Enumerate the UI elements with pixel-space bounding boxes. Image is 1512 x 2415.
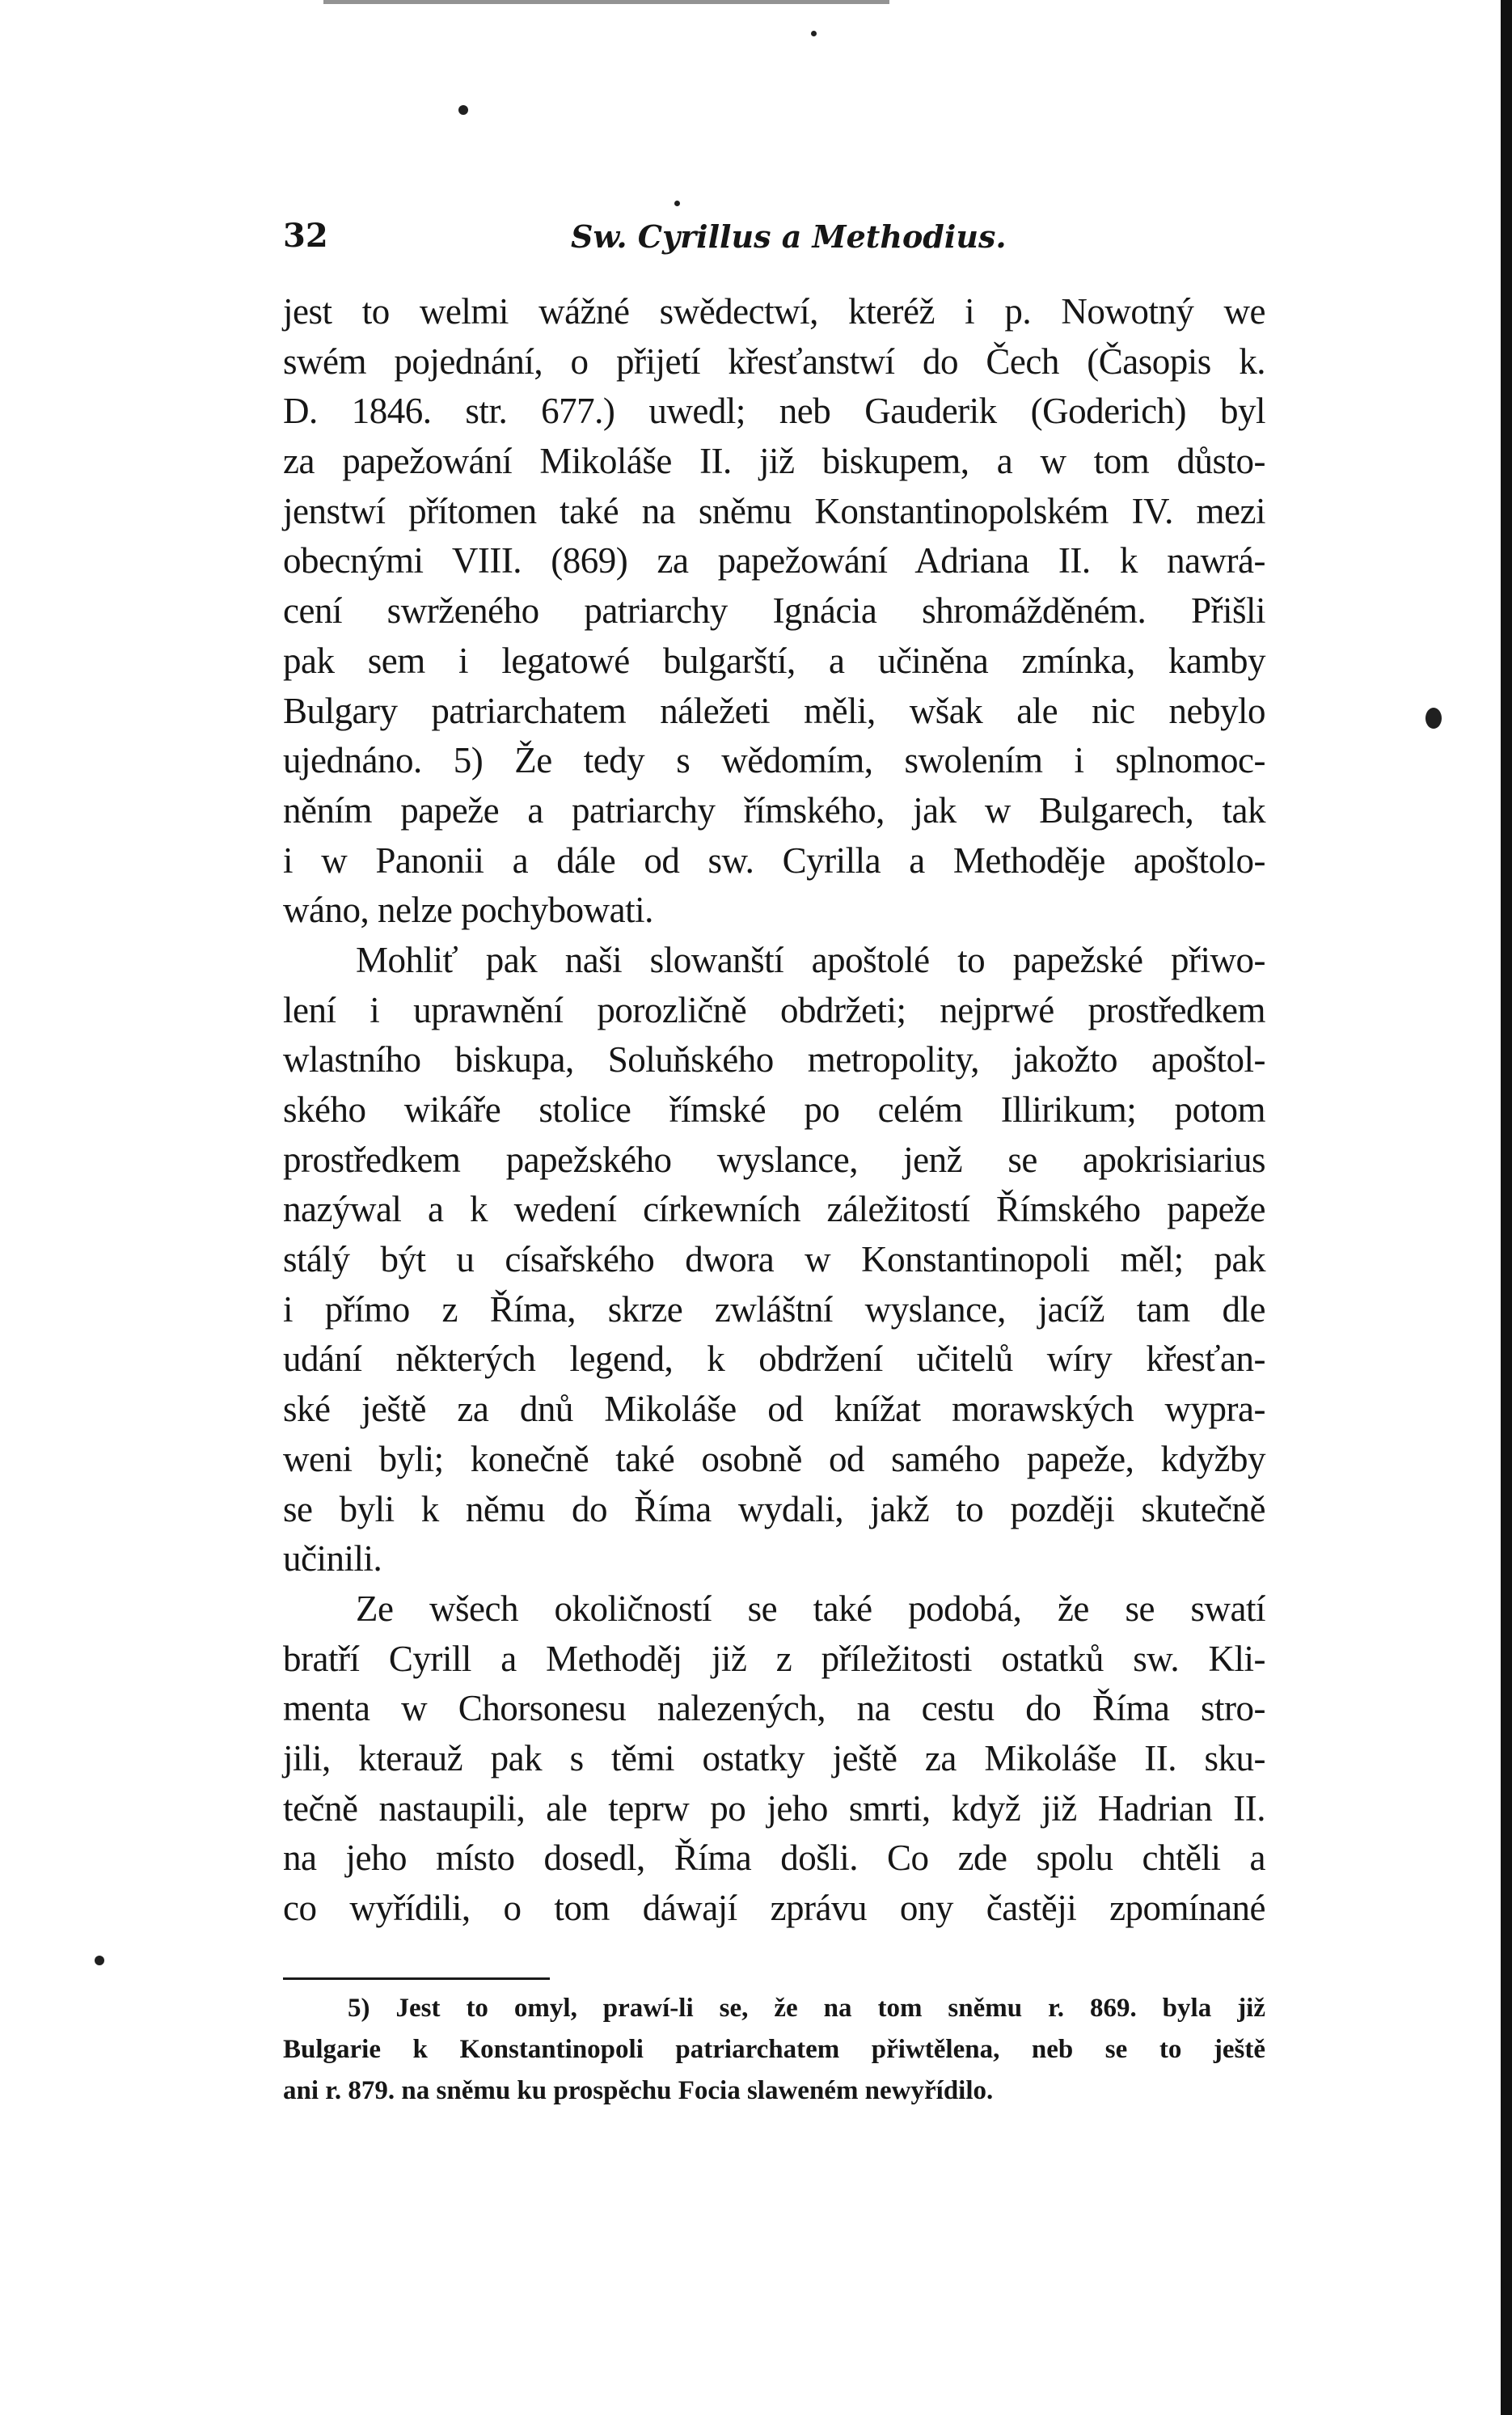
footnote-line: ani r. 879. na sněmu ku prospěchu Focia slaweném newyřídilo. [283, 2076, 994, 2105]
text-line: weni byli; konečně také osobně od samého papeže, kdyžby [283, 1438, 1265, 1479]
text-line: jest to welmi wážné swědectwí, kteréž i p. Nowotný we [283, 291, 1265, 332]
text-line: obecnými VIII. (869) za papežowání Adriana II. k nawrá- [283, 540, 1265, 582]
text-line: se byli k němu do Říma wydali, jakž to později skutečně [283, 1488, 1265, 1529]
footnote-rule [283, 1977, 550, 1980]
footnote-line: Bulgarie k Konstantinopoli patriarchatem přiwtělena, neb se to ještě [283, 2035, 1265, 2064]
text-line: Mohliť pak naši slowanští apoštolé to papežské přiwo- [356, 939, 1265, 980]
scan-edge-right [1501, 0, 1512, 2415]
text-line: Ze wšech okoličností se také podobá, že se swatí [356, 1588, 1265, 1629]
text-line: Bulgary patriarchatem náležeti měli, wšak ale nic nebylo [283, 690, 1265, 731]
text-line: ského wikáře stolice římské po celém Illirikum; potom [283, 1089, 1265, 1130]
ink-speck [811, 31, 817, 36]
ink-speck [1425, 708, 1442, 729]
text-line: něním papeže a patriarchy římského, jak w Bulgarech, tak [283, 789, 1265, 831]
text-line: na jeho místo dosedl, Říma došli. Co zde spolu chtěli a [283, 1838, 1265, 1879]
text-line: jili, kterauž pak s těmi ostatky ještě za Mikoláše II. sku- [283, 1737, 1265, 1778]
ink-speck [458, 105, 468, 115]
text-line: menta w Chorsonesu nalezených, na cestu do Říma stro- [283, 1688, 1265, 1729]
body-text [283, 287, 1265, 1934]
scan-edge-top [323, 0, 889, 4]
text-line: ujednáno. 5) Že tedy s wědomím, swolením i splnomoc- [283, 740, 1265, 781]
text-line: ské ještě za dnů Mikoláše od knížat morawských wypra- [283, 1389, 1265, 1430]
running-title: Sw. Cyrillus a Methodius. [571, 218, 1007, 255]
text-line: jenstwí přítomen také na sněmu Konstantinopolském IV. mezi [283, 490, 1265, 531]
text-line: i přímo z Říma, skrze zwláštní wyslance, jacíž tam dle [283, 1288, 1265, 1330]
footnote-line: 5) Jest to omyl, prawí-li se, že na tom sněmu r. 869. byla již [348, 1994, 1265, 2023]
text-line: lení i uprawnění porozličně obdržeti; nejprwé prostředkem [283, 989, 1265, 1030]
text-line: i w Panonii a dále od sw. Cyrilla a Methoděje apoštolo- [283, 840, 1265, 881]
text-line: stálý být u císařského dwora w Konstantinopoli měl; pak [283, 1239, 1265, 1280]
text-line: cení swrženého patriarchy Ignácia shromážděném. Přišli [283, 590, 1265, 632]
ink-speck [674, 201, 680, 206]
text-line: pak sem i legatowé bulgarští, a učiněna zmínka, kamby [283, 640, 1265, 681]
text-line: za papežowání Mikoláše II. již biskupem, a w tom důsto- [283, 441, 1265, 482]
text-line: prostředkem papežského wyslance, jenž se apokrisiarius [283, 1139, 1265, 1180]
page-number: 32 [283, 217, 328, 255]
page-header [283, 217, 1265, 265]
ink-speck [95, 1956, 104, 1965]
text-line: D. 1846. str. 677.) uwedl; neb Gauderik (Goderich) byl [283, 391, 1265, 432]
text-line: nazýwal a k wedení církewních záležitostí Římského papeže [283, 1189, 1265, 1230]
text-line: bratří Cyrill a Methoděj již z příležitosti ostatků sw. Kli- [283, 1638, 1265, 1679]
text-line: wlastního biskupa, Soluňského metropolity, jakožto apoštol- [283, 1039, 1265, 1081]
text-line: tečně nastaupili, ale teprw po jeho smrti, když již Hadrian II. [283, 1787, 1265, 1829]
text-line: swém pojednání, o přijetí křesťanstwí do Čech (Časopis k. [283, 340, 1265, 382]
text-line: učinili. [283, 1538, 382, 1580]
text-line: co wyřídili, o tom dáwají zprávu ony častěji zpomínané [283, 1888, 1265, 1928]
text-line: udání některých legend, k obdržení učitelů wíry křesťan- [283, 1339, 1265, 1380]
footnote [283, 1988, 1265, 2112]
text-line: wáno, nelze pochybowati. [283, 890, 653, 931]
